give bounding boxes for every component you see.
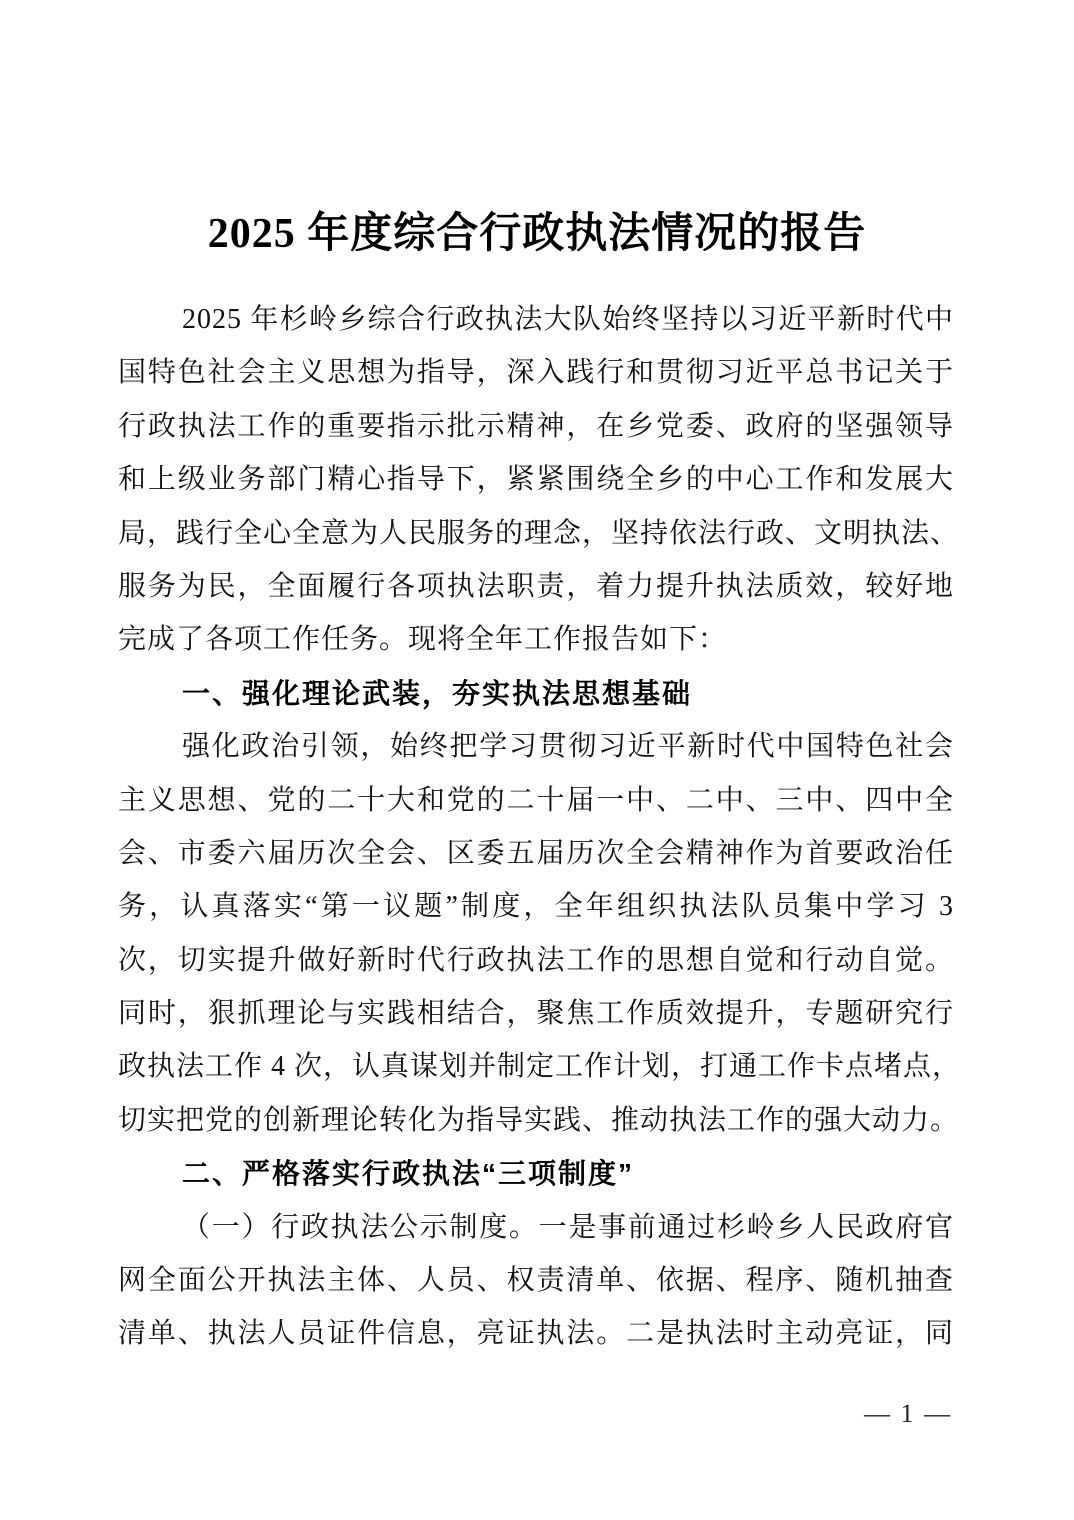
text-line: 国特色社会主义思想为指导，深入践行和贯彻习近平总书记关于 [118, 357, 954, 389]
text-line: （一）行政执法公示制度。一是事前通过杉岭乡人民政府官 [182, 1211, 954, 1243]
text-line: 2025 年杉岭乡综合行政执法大队始终坚持以习近平新时代中 [182, 304, 954, 335]
text-line: 切实把党的创新理论转化为指导实践、推动执法工作的强大动力。 [118, 1104, 960, 1136]
text-line: 同时，狠抓理论与实践相结合，聚焦工作质效提升，专题研究行 [118, 998, 954, 1030]
document-body [118, 293, 962, 1361]
text-line: 政执法工作 4 次，认真谋划并制定工作计划，打通工作卡点堵点， [118, 1051, 962, 1083]
text-line: 行政执法工作的重要指示批示精神，在乡党委、政府的坚强领导 [118, 410, 954, 442]
text-line: 次，切实提升做好新时代行政执法工作的思想自觉和行动自觉。 [118, 944, 954, 976]
section-heading-1: 一、强化理论武装，夯实执法思想基础 [182, 677, 693, 709]
document-title: 2025 年度综合行政执法情况的报告 [207, 211, 867, 258]
text-line: 强化政治引领，始终把学习贯彻习近平新时代中国特色社会 [182, 731, 954, 763]
page-number: — 1 — [864, 1399, 952, 1428]
section-heading-2: 二、严格落实行政执法“三项制度” [182, 1158, 635, 1190]
text-line: 和上级业务部门精心指导下，紧紧围绕全乡的中心工作和发展大 [118, 464, 954, 496]
text-line: 主义思想、党的二十大和党的二十届一中、二中、三中、四中全 [118, 784, 954, 816]
text-line: 完成了各项工作任务。现将全年工作报告如下： [118, 624, 728, 656]
text-line: 会、市委六届历次全会、区委五届历次全会精神作为首要政治任 [118, 837, 954, 869]
text-line: 网全面公开执法主体、人员、权责清单、依据、程序、随机抽查 [118, 1265, 954, 1297]
text-line: 清单、执法人员证件信息，亮证执法。二是执法时主动亮证，同 [118, 1318, 954, 1350]
text-line: 务，认真落实“第一议题”制度，全年组织执法队员集中学习 3 [118, 891, 954, 923]
text-line: 服务为民，全面履行各项执法职责，着力提升执法质效，较好地 [118, 570, 954, 602]
text-line: 局，践行全心全意为人民服务的理念，坚持依法行政、文明执法、 [118, 517, 960, 549]
